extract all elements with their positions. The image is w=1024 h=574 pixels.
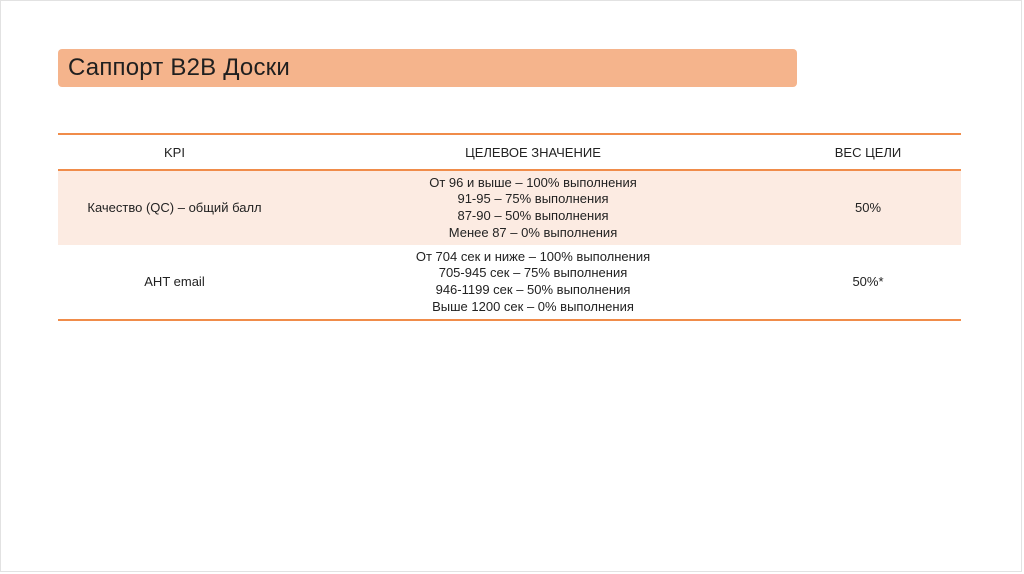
- target-line: Менее 87 – 0% выполнения: [448, 224, 618, 240]
- cell-kpi: AHT email: [58, 245, 291, 320]
- target-line: От 96 и выше – 100% выполнения: [429, 174, 637, 190]
- table-header: [58, 134, 961, 170]
- cell-weight: 50%: [775, 170, 961, 245]
- kpi-table: [58, 133, 961, 321]
- target-line: 91-95 – 75% выполнения: [457, 191, 609, 207]
- target-line: 946-1199 сек – 50% выполнения: [435, 282, 631, 297]
- table-row: [58, 245, 961, 320]
- header-target: ЦЕЛЕВОЕ ЗНАЧЕНИЕ: [291, 134, 775, 170]
- table-row: [58, 170, 961, 245]
- target-line: Выше 1200 сек – 0% выполнения: [432, 298, 634, 314]
- target-line: От 704 сек и ниже – 100% выполнения: [415, 248, 651, 264]
- cell-weight: 50%*: [775, 245, 961, 320]
- header-weight: ВЕС ЦЕЛИ: [775, 134, 961, 170]
- slide-title: Саппорт B2B Доски: [68, 54, 290, 81]
- cell-target: [291, 245, 775, 320]
- header-row: [58, 134, 961, 170]
- target-line: 87-90 – 50% выполнения: [457, 208, 609, 223]
- target-line: 705-945 сек – 75% выполнения: [438, 265, 628, 281]
- title-bar: [58, 49, 797, 87]
- table-body: [58, 170, 961, 320]
- header-kpi: KPI: [58, 134, 291, 170]
- cell-kpi: Качество (QC) – общий балл: [58, 170, 291, 245]
- cell-target: [291, 170, 775, 245]
